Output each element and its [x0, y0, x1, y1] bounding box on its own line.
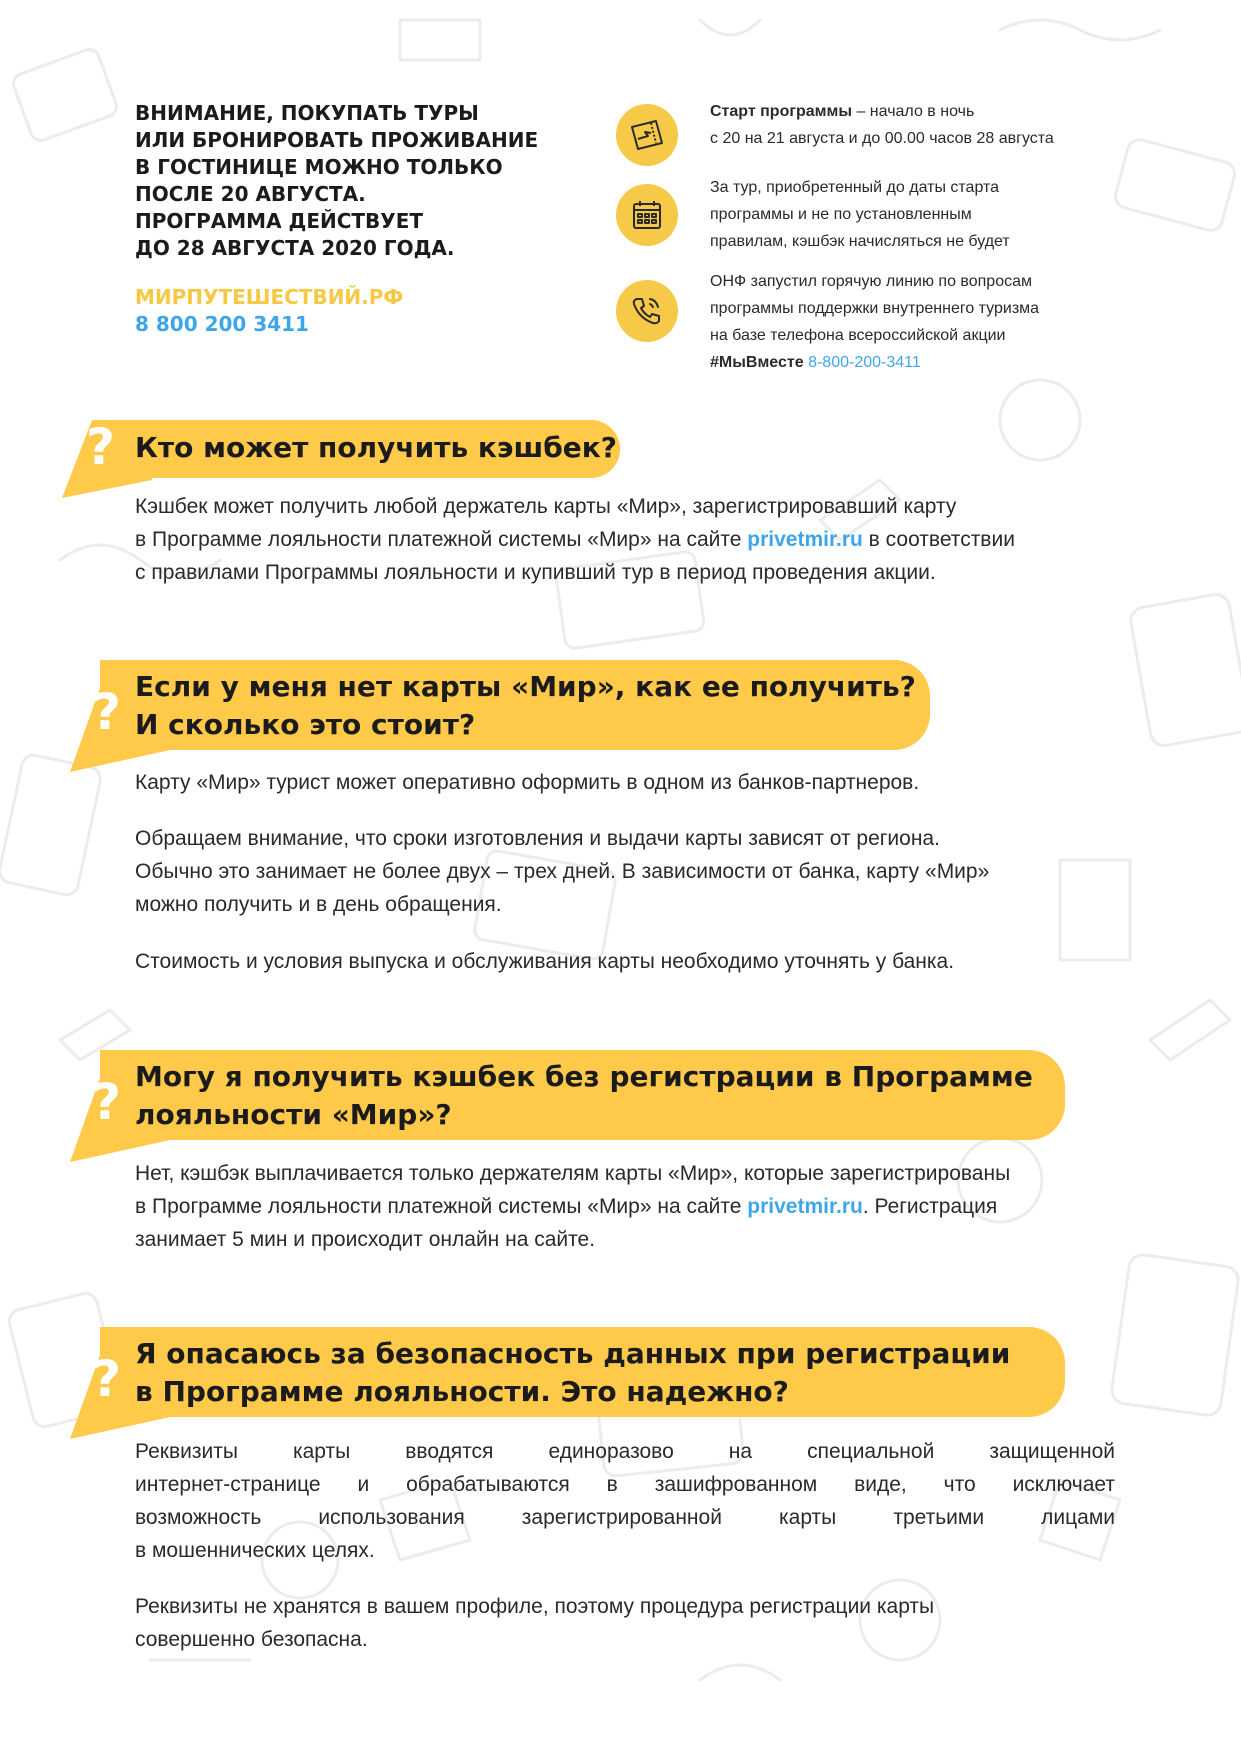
info-warning-line: правилам, кэшбэк начисляться не будет: [710, 233, 1010, 250]
question-mark-icon: ?: [92, 683, 122, 741]
notice-line: ПРОГРАММА ДЕЙСТВУЕТ: [135, 209, 424, 233]
section-title-line: Если у меня нет карты «Мир», как ее получить?: [135, 670, 916, 703]
paragraph-text: . Регистрация: [862, 1195, 998, 1218]
question-mark-icon: ?: [92, 1073, 122, 1131]
notice-line: ДО 28 АВГУСТА 2020 ГОДА.: [135, 236, 455, 260]
section-title-line: в Программе лояльности. Это надежно?: [135, 1375, 789, 1408]
paragraph-line: Нет, кэшбэк выплачивается только держателям карты «Мир», которые зарегистрированы: [135, 1162, 1011, 1185]
info-warning-line: программы и не по установленным: [710, 206, 972, 223]
section-body-get-card-2: [135, 822, 1115, 921]
notice-line: ПОСЛЕ 20 АВГУСТА.: [135, 182, 366, 206]
info-start-line2: с 20 на 21 августа и до 00.00 часов 28 августа: [710, 130, 1054, 147]
hotline-phone-link[interactable]: 8-800-200-3411: [808, 354, 921, 371]
question-mark-icon: ?: [86, 418, 116, 476]
paragraph-line: занимает 5 мин и происходит онлайн на сайте.: [135, 1228, 596, 1251]
privetmir-link[interactable]: privetmir.ru: [747, 1195, 863, 1218]
calendar-icon: [616, 184, 678, 246]
section-body-get-card-3: [135, 945, 1115, 978]
section-title-no-registration: [135, 1058, 1033, 1134]
hashtag: #МыВместе: [710, 354, 804, 371]
info-hotline: [616, 273, 1136, 390]
info-start-text: – начало в ночь: [852, 103, 975, 120]
info-warning: [616, 179, 1136, 264]
section-title-line: Я опасаюсь за безопасность данных при регистрации: [135, 1337, 1011, 1370]
info-warning-line: За тур, приобретенный до даты старта: [710, 179, 1000, 196]
paragraph-line: Карту «Мир» турист может оперативно оформить в одном из банков-партнеров.: [135, 771, 920, 794]
section-title-line: Кто может получить кэшбек?: [135, 431, 618, 464]
paragraph-line: можно получить и в день обращения.: [135, 893, 502, 916]
info-hotline-line: программы поддержки внутреннего туризма: [710, 300, 1040, 317]
section-title-get-card: [135, 668, 916, 744]
section-body-no-registration: [135, 1157, 1115, 1256]
notice-line: ИЛИ БРОНИРОВАТЬ ПРОЖИВАНИЕ: [135, 128, 539, 152]
attention-notice: [135, 100, 585, 262]
paragraph-line: Реквизиты карты вводятся единоразово на специальной защищенной: [135, 1440, 1115, 1463]
paragraph-line: возможность использования зарегистрированной карты третьими лицами: [135, 1506, 1115, 1529]
info-program-start: [616, 104, 1136, 164]
paragraph-text: в соответствии: [862, 528, 1015, 551]
paragraph-line: Реквизиты не хранятся в вашем профиле, поэтому процедура регистрации карты: [135, 1595, 935, 1618]
paragraph-line: с правилами Программы лояльности и купивший тур в период проведения акции.: [135, 561, 936, 584]
paragraph-line: Обращаем внимание, что сроки изготовления и выдачи карты зависят от региона.: [135, 827, 940, 850]
section-title-who: [135, 429, 617, 467]
section-title-data-safety: [135, 1335, 1010, 1411]
site-link[interactable]: МИРПУТЕШЕСТВИЙ.РФ: [135, 285, 404, 309]
privetmir-link[interactable]: privetmir.ru: [747, 528, 863, 551]
paragraph-text: в Программе лояльности платежной системы «Мир» на сайте: [135, 1195, 748, 1218]
paragraph-line: интернет-странице и обрабатываются в зашифрованном виде, что исключает: [135, 1473, 1115, 1496]
section-title-line: лояльности «Мир»?: [135, 1098, 452, 1131]
info-hotline-line: ОНФ запустил горячую линию по вопросам: [710, 273, 1032, 290]
section-body-data-safety-2: [135, 1590, 1115, 1656]
phone-number[interactable]: 8 800 200 3411: [135, 312, 309, 336]
paragraph-line: в мошеннических целях.: [135, 1539, 375, 1562]
question-mark-icon: ?: [92, 1350, 122, 1408]
ticket-icon: [616, 104, 678, 166]
paragraph-text: в Программе лояльности платежной системы «Мир» на сайте: [135, 528, 748, 551]
info-hotline-line: на базе телефона всероссийской акции: [710, 327, 1006, 344]
info-start-bold: Старт программы: [710, 103, 853, 120]
notice-line: В ГОСТИНИЦЕ МОЖНО ТОЛЬКО: [135, 155, 503, 179]
section-body-get-card: [135, 766, 1115, 799]
phone-icon: [616, 280, 678, 342]
paragraph-line: Стоимость и условия выпуска и обслуживания карты необходимо уточнять у банка.: [135, 950, 955, 973]
section-title-line: Могу я получить кэшбек без регистрации в Программе: [135, 1060, 1033, 1093]
paragraph-line: Обычно это занимает не более двух – трех дней. В зависимости от банка, карту «Мир»: [135, 860, 990, 883]
section-body-who: [135, 490, 1115, 589]
paragraph-line: Кэшбек может получить любой держатель карты «Мир», зарегистрировавший карту: [135, 495, 957, 518]
paragraph-line: совершенно безопасна.: [135, 1628, 368, 1651]
section-body-data-safety: [135, 1435, 1115, 1567]
notice-line: ВНИМАНИЕ, ПОКУПАТЬ ТУРЫ: [135, 101, 479, 125]
section-title-line: И сколько это стоит?: [135, 708, 476, 741]
